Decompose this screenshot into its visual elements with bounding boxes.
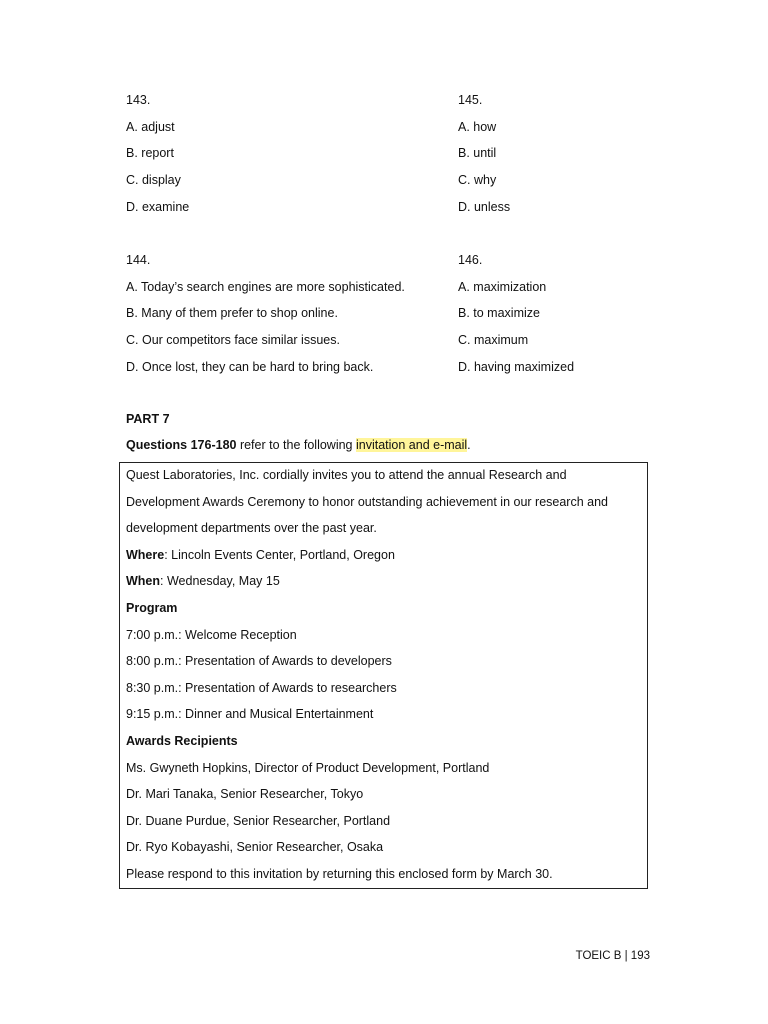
answer-option-b: B. to maximize: [458, 306, 540, 321]
answer-option-a: A. maximization: [458, 279, 547, 294]
question-range: Questions 176-180: [126, 438, 237, 452]
answer-option-d: D. examine: [126, 199, 190, 214]
answer-option-c: C. Our competitors face similar issues.: [126, 333, 340, 348]
answer-option-c: C. maximum: [458, 333, 529, 348]
answer-option-b: B. until: [458, 146, 497, 161]
highlighted-text: invitation and e-mail: [355, 438, 468, 452]
answer-option-a: A. Today’s search engines are more sophisticated.: [126, 279, 405, 294]
recipient-item: Dr. Mari Tanaka, Senior Researcher, Tokyo: [126, 787, 364, 802]
question-number: 145.: [458, 93, 483, 107]
when-value: : Wednesday, May 15: [160, 574, 280, 589]
recipient-item: Ms. Gwyneth Hopkins, Director of Product Development, Portland: [126, 760, 490, 775]
program-item: 8:00 p.m.: Presentation of Awards to developers: [126, 654, 392, 669]
where-line: [126, 547, 395, 563]
instruction-text: refer to the following: [236, 438, 356, 452]
question-146: [458, 252, 758, 385]
closing-line: Please respond to this invitation by returning this enclosed form by March 30.: [126, 867, 553, 881]
when-label: When: [126, 574, 161, 589]
program-item: 8:30 p.m.: Presentation of Awards to researchers: [126, 680, 397, 695]
question-143: [126, 92, 426, 225]
recipient-item: Dr. Duane Purdue, Senior Researcher, Portland: [126, 813, 391, 828]
answer-option-a: A. adjust: [126, 119, 175, 134]
invitation-box: [119, 462, 648, 889]
instruction-line: [126, 437, 471, 453]
question-number: 144.: [126, 253, 151, 267]
recipient-item: Dr. Ryo Kobayashi, Senior Researcher, Osaka: [126, 840, 384, 855]
invitation-intro-line: Quest Laboratories, Inc. cordially invites you to attend the annual Research and: [126, 468, 567, 482]
answer-option-b: B. report: [126, 146, 174, 161]
when-line: [126, 573, 280, 589]
question-number: 143.: [126, 93, 151, 107]
answer-option-c: C. why: [458, 173, 497, 188]
question-number: 146.: [458, 253, 483, 267]
invitation-intro-line: Development Awards Ceremony to honor outstanding achievement in our research and: [126, 494, 608, 509]
recipients-heading: Awards Recipients: [126, 734, 238, 748]
answer-option-a: A. how: [458, 119, 497, 134]
instruction-end: .: [467, 438, 471, 452]
answer-option-d: D. unless: [458, 199, 511, 214]
program-item: 9:15 p.m.: Dinner and Musical Entertainment: [126, 707, 374, 722]
part-title: PART 7: [126, 412, 170, 426]
where-label: Where: [126, 547, 165, 562]
program-item: 7:00 p.m.: Welcome Reception: [126, 627, 297, 642]
invitation-intro-line: development departments over the past year.: [126, 521, 377, 536]
question-144: [126, 252, 426, 385]
page-footer: TOEIC B | 193: [575, 950, 650, 962]
answer-option-d: D. having maximized: [458, 359, 575, 374]
question-145: [458, 92, 758, 225]
where-value: : Lincoln Events Center, Portland, Oregon: [164, 547, 395, 562]
program-heading: Program: [126, 601, 178, 615]
answer-option-b: B. Many of them prefer to shop online.: [126, 306, 338, 321]
answer-option-c: C. display: [126, 173, 181, 188]
answer-option-d: D. Once lost, they can be hard to bring back.: [126, 359, 374, 374]
